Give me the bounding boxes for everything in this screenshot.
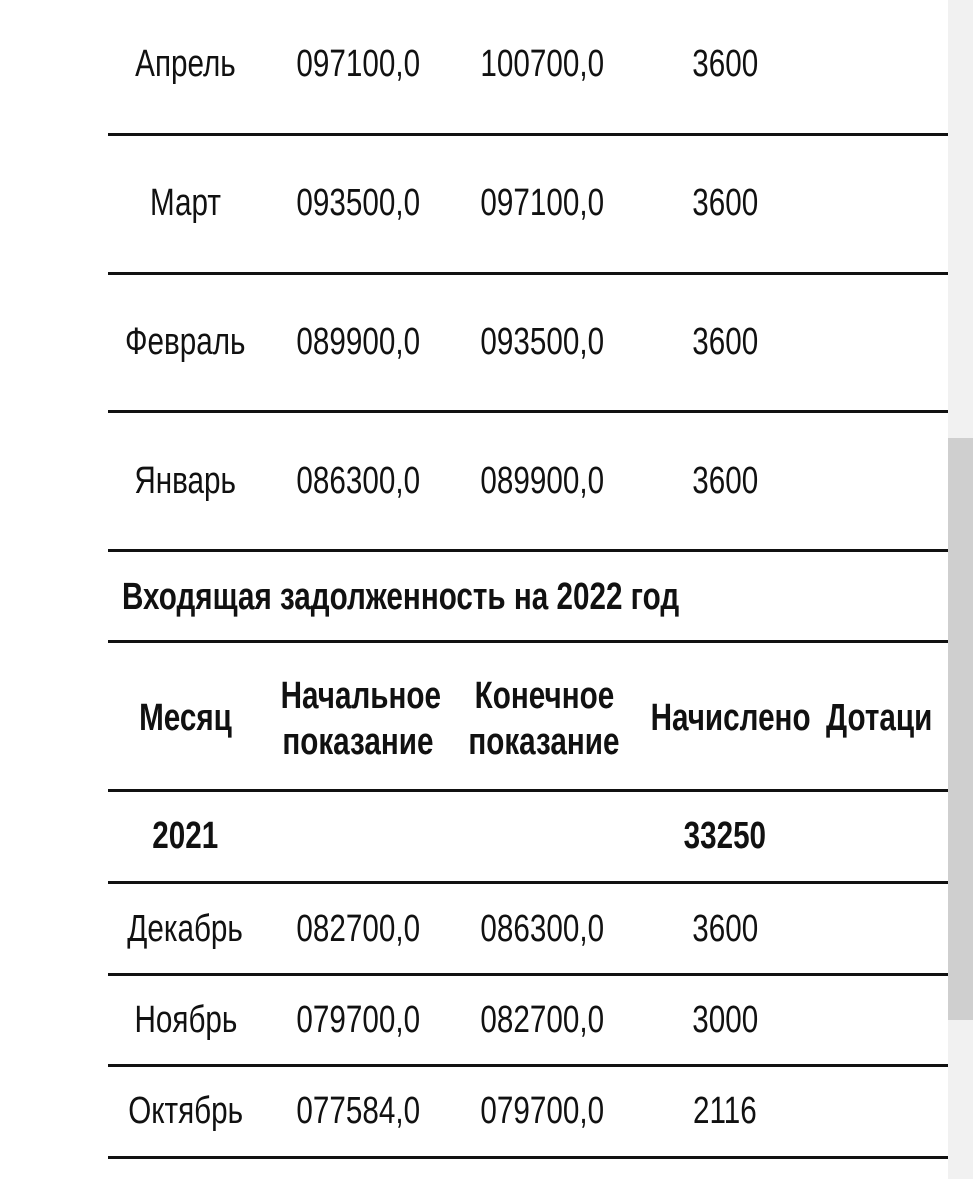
header-end-reading: Конечное показание bbox=[468, 675, 620, 763]
start-reading-cell: 079700,0 bbox=[296, 999, 420, 1041]
header-subsidy: Дотаци bbox=[826, 697, 933, 739]
end-reading-cell: 093500,0 bbox=[480, 321, 604, 363]
month-cell: Декабрь bbox=[127, 908, 244, 950]
month-cell: Январь bbox=[134, 460, 237, 502]
header-charged: Начислено bbox=[650, 697, 811, 739]
start-reading-cell: 077584,0 bbox=[296, 1090, 420, 1132]
year-total-cell: 33250 bbox=[683, 815, 767, 857]
row-divider bbox=[108, 881, 948, 884]
vertical-scrollbar[interactable] bbox=[948, 0, 973, 1179]
year-cell: 2021 bbox=[152, 815, 219, 857]
section-title: Входящая задолженность на 2022 год bbox=[122, 576, 680, 618]
row-divider bbox=[108, 1156, 948, 1159]
header-month: Месяц bbox=[139, 697, 232, 739]
row-divider bbox=[108, 1064, 948, 1067]
start-reading-cell: 097100,0 bbox=[296, 43, 420, 85]
start-reading-cell: 082700,0 bbox=[296, 908, 420, 950]
row-divider bbox=[108, 133, 948, 136]
end-reading-cell: 082700,0 bbox=[480, 999, 604, 1041]
end-reading-cell: 086300,0 bbox=[480, 908, 604, 950]
row-divider bbox=[108, 410, 948, 413]
end-reading-cell: 100700,0 bbox=[480, 43, 604, 85]
start-reading-cell: 089900,0 bbox=[296, 321, 420, 363]
row-divider bbox=[108, 973, 948, 976]
row-divider bbox=[108, 272, 948, 275]
month-cell: Октябрь bbox=[128, 1090, 243, 1132]
end-reading-cell: 097100,0 bbox=[480, 182, 604, 224]
start-reading-cell: 093500,0 bbox=[296, 182, 420, 224]
charged-cell: 3600 bbox=[692, 321, 758, 363]
end-reading-cell: 089900,0 bbox=[480, 460, 604, 502]
scrollbar-thumb[interactable] bbox=[948, 438, 973, 1020]
charged-cell: 2116 bbox=[693, 1090, 757, 1132]
month-cell: Ноябрь bbox=[134, 999, 237, 1041]
start-reading-cell: 086300,0 bbox=[296, 460, 420, 502]
charged-cell: 3000 bbox=[692, 999, 758, 1041]
charged-cell: 3600 bbox=[692, 182, 758, 224]
charged-cell: 3600 bbox=[692, 460, 758, 502]
row-divider bbox=[108, 789, 948, 792]
month-cell: Февраль bbox=[125, 321, 246, 363]
header-start-reading: Начальное показание bbox=[280, 675, 442, 763]
end-reading-cell: 079700,0 bbox=[480, 1090, 604, 1132]
row-divider bbox=[108, 640, 948, 643]
charged-cell: 3600 bbox=[692, 43, 758, 85]
charged-cell: 3600 bbox=[692, 908, 758, 950]
row-divider bbox=[108, 549, 948, 552]
month-cell: Апрель bbox=[135, 43, 236, 85]
month-cell: Март bbox=[150, 182, 221, 224]
